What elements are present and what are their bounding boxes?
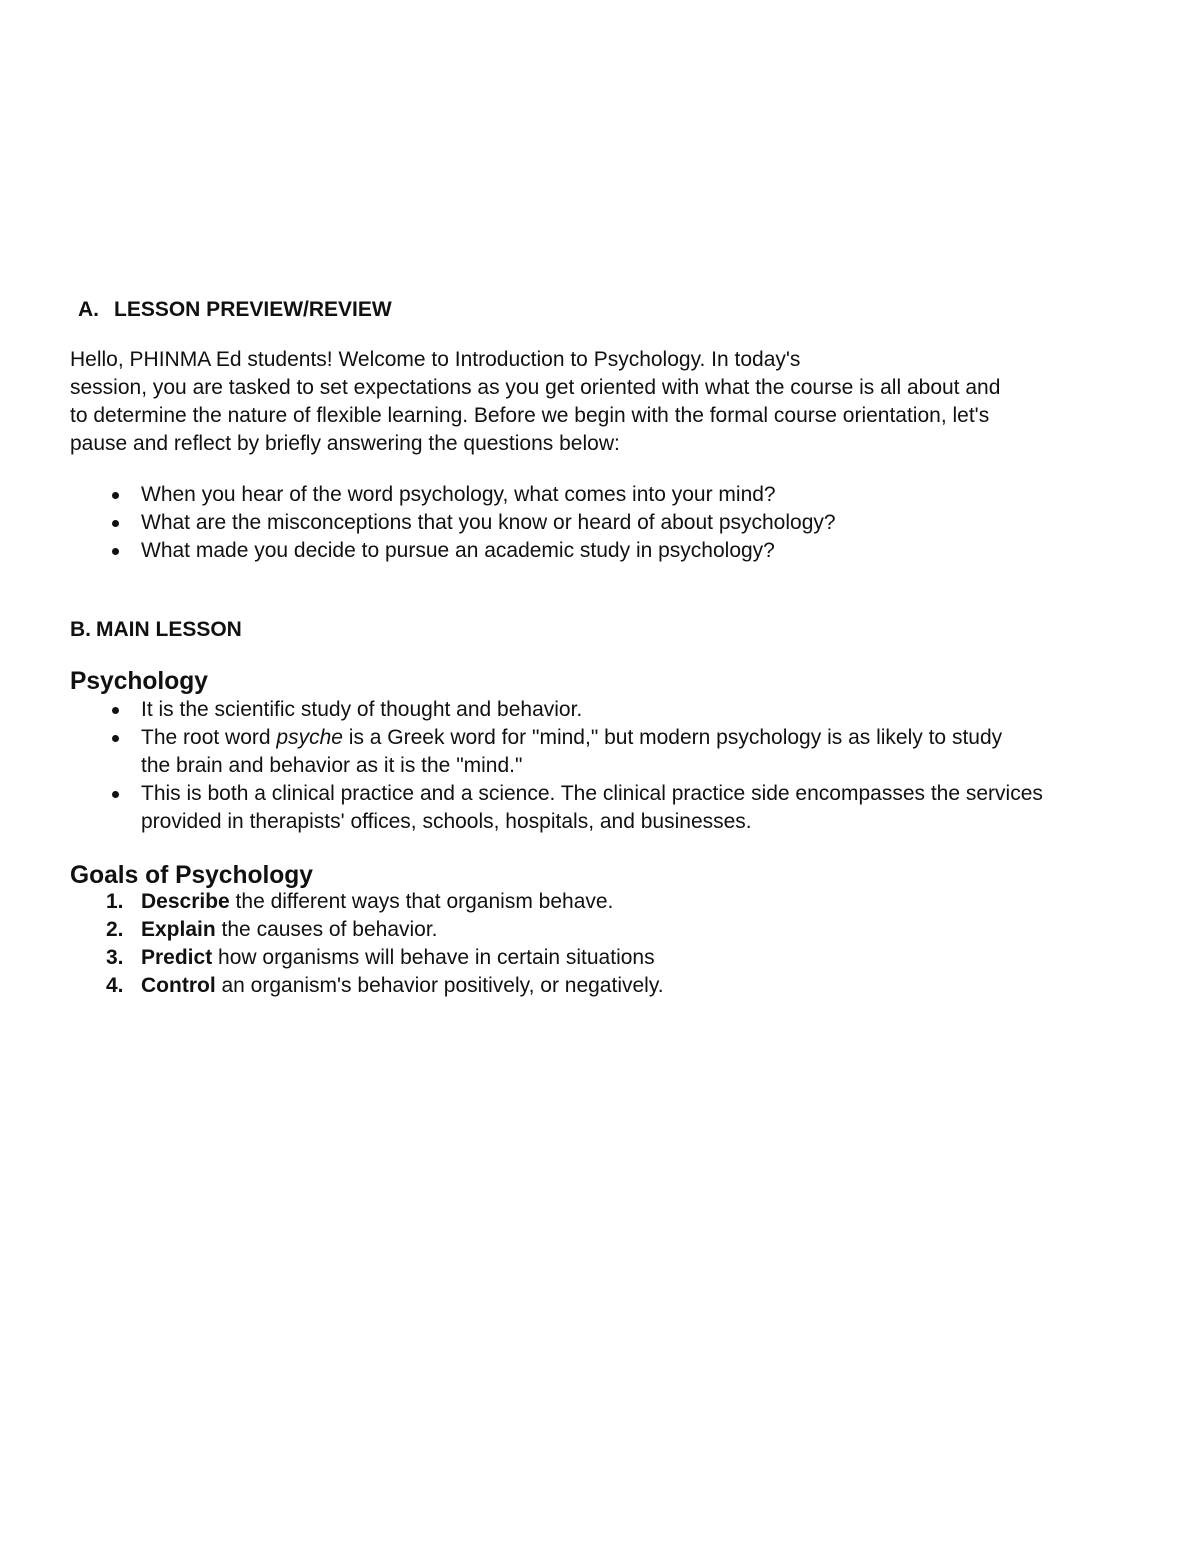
goal-number: 1. — [106, 890, 124, 913]
definition-line-2: the brain and behavior as it is the "mind." — [141, 754, 523, 777]
goal-term: Control — [141, 974, 216, 997]
question-text: When you hear of the word psychology, what comes into your mind? — [141, 483, 776, 506]
goal-description: how organisms will behave in certain situations — [212, 946, 655, 969]
list-item — [70, 537, 1150, 565]
bullet-icon — [112, 548, 119, 555]
list-item — [70, 888, 1070, 916]
root-word-intro: The root word — [141, 726, 277, 749]
section-a-letter: A. — [78, 298, 99, 321]
list-item — [70, 780, 1160, 836]
bullet-icon — [112, 707, 119, 714]
psychology-definition-list — [70, 696, 1160, 836]
section-a-heading — [78, 296, 392, 324]
section-a-title: LESSON PREVIEW/REVIEW — [114, 298, 392, 321]
goal-description: the causes of behavior. — [215, 918, 438, 941]
bullet-icon — [112, 492, 119, 499]
goal-description: the different ways that organism behave. — [229, 890, 614, 913]
psyche-term: psyche — [276, 726, 343, 749]
intro-paragraph — [70, 346, 1140, 458]
intro-line-2: session, you are tasked to set expectations as you get oriented with what the course is all about and — [70, 376, 1001, 399]
goal-number: 3. — [106, 946, 124, 969]
reflection-questions-list — [70, 481, 1150, 565]
bullet-icon — [112, 735, 119, 742]
list-item — [70, 509, 1150, 537]
list-item — [70, 696, 1160, 724]
list-item — [70, 481, 1150, 509]
definition-line-2: provided in therapists' offices, schools, hospitals, and businesses. — [141, 810, 752, 833]
goal-term: Describe — [141, 890, 230, 913]
intro-line-4: pause and reflect by briefly answering the questions below: — [70, 432, 620, 455]
section-b-letter: B. — [70, 618, 91, 641]
goals-list — [70, 888, 1070, 1000]
root-word-rest: is a Greek word for "mind," but modern psychology is as likely to study — [342, 726, 1003, 749]
goal-number: 2. — [106, 918, 124, 941]
goal-term: Predict — [141, 946, 213, 969]
bullet-icon — [112, 520, 119, 527]
definition-line: This is both a clinical practice and a science. The clinical practice side encompasses the services — [141, 782, 1043, 805]
section-b-heading — [70, 616, 242, 644]
bullet-icon — [112, 791, 119, 798]
goal-term: Explain — [141, 918, 216, 941]
intro-line-1: Hello, PHINMA Ed students! Welcome to Introduction to Psychology. In today's — [70, 348, 801, 371]
goal-description: an organism's behavior positively, or negatively. — [215, 974, 664, 997]
goal-number: 4. — [106, 974, 124, 997]
psychology-heading: Psychology — [70, 668, 208, 695]
definition-text: It is the scientific study of thought and behavior. — [141, 698, 583, 721]
list-item — [70, 724, 1160, 780]
section-b-title: MAIN LESSON — [96, 618, 242, 641]
intro-line-3: to determine the nature of flexible learning. Before we begin with the formal course orientation, let's — [70, 404, 990, 427]
question-text: What are the misconceptions that you know or heard of about psychology? — [141, 511, 836, 534]
question-text: What made you decide to pursue an academic study in psychology? — [141, 539, 775, 562]
goals-heading: Goals of Psychology — [70, 862, 313, 889]
list-item — [70, 972, 1070, 1000]
list-item — [70, 944, 1070, 972]
definition-line — [141, 724, 1160, 752]
list-item — [70, 916, 1070, 944]
